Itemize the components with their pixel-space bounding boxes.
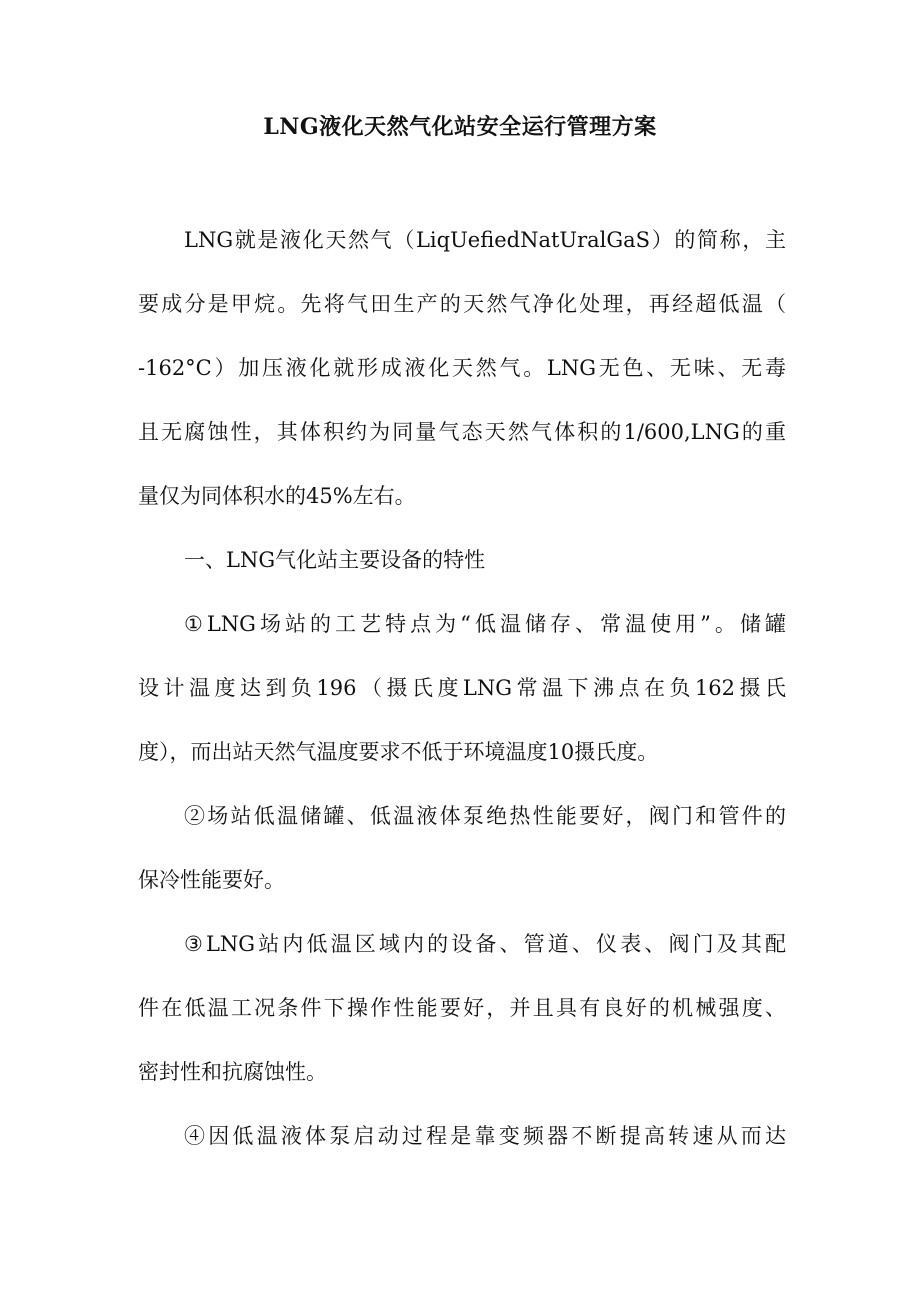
paragraph-line: ②场站低温储罐、低温液体泵绝热性能要好，阀门和管件的 (184, 804, 786, 828)
paragraph-line: 密封性和抗腐蚀性。 (138, 1060, 327, 1084)
paragraph-line: ①LNG场站的工艺特点为“低温储存、常温使用”。储罐 (184, 612, 786, 636)
paragraph-line: ④因低温液体泵启动过程是靠变频器不断提高转速从而达 (184, 1124, 786, 1148)
paragraph-line: 保冷性能要好。 (138, 868, 285, 892)
paragraph-line: -162°C）加压液化就形成液化天然气。LNG无色、无味、无毒 (138, 356, 786, 380)
paragraph-line: 设计温度达到负196（摄氏度LNG常温下沸点在负162摄氏 (138, 676, 786, 700)
document-title: LNG液化天然气化站安全运行管理方案 (263, 114, 657, 140)
paragraph-line: 要成分是甲烷。先将气田生产的天然气净化处理，再经超低温（ (138, 292, 786, 316)
paragraph-line: 量仅为同体积水的45%左右。 (138, 484, 416, 508)
paragraph-line: 且无腐蚀性，其体积约为同量气态天然气体积的1/600,LNG的重 (138, 420, 786, 444)
paragraph-line: LNG就是液化天然气（LiqUefiedNatUralGaS）的简称，主 (184, 228, 786, 252)
paragraph-line: ③LNG站内低温区域内的设备、管道、仪表、阀门及其配 (184, 932, 786, 956)
paragraph-line: 度），而出站天然气温度要求不低于环境温度10摄氏度。 (138, 740, 659, 764)
section-heading: 一、LNG气化站主要设备的特性 (184, 548, 486, 572)
paragraph-line: 件在低温工况条件下操作性能要好，并且具有良好的机械强度、 (138, 996, 786, 1020)
